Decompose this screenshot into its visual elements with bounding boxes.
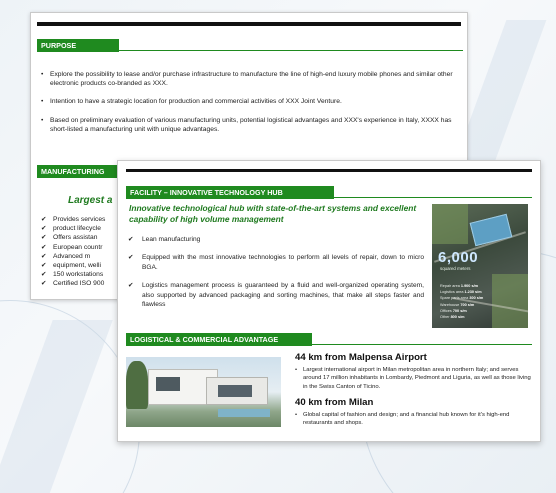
location-bullet: • Global capital of fashion and design; and a financial hub known for it's high-end restaurants and shops. xyxy=(295,411,531,428)
aerial-facility-photo xyxy=(432,204,528,328)
area-stat: Warehouse 700 s/m xyxy=(440,302,475,307)
check-item-continuation: product lifecycle xyxy=(53,225,101,233)
building-exterior-photo xyxy=(126,357,281,427)
facility-rule xyxy=(334,197,532,198)
purpose-bullet: • Explore the possibility to lease and/or purchase infrastructure to manufacture the line of high-end luxury mobile phones and similar other electronic products co-branded as XXX. xyxy=(41,70,461,88)
area-stat: Spare parts area 300 s/m xyxy=(440,296,484,301)
area-unit: squared meters xyxy=(440,266,471,271)
check-item: ✔ 150 workstations xyxy=(41,270,141,279)
facility-subtitle: Innovative technological hub with state-of-the-art systems and excellent capability of high volume management xyxy=(129,203,417,224)
area-stat: Other 800 s/m xyxy=(440,315,465,320)
purpose-bullet: • Based on preliminary evaluation of various manufacturing units, potential logistical advantages and XXX's experience in Italy, XXXX has short-listed a manufacturing unit with unique advantages. xyxy=(41,116,461,134)
check-item: ✔ Logistics management process is guaranteed by a fluid and well-organized operating system, also supported by advanced packaging and sorting machines, that make all steps faster and flawless xyxy=(128,281,424,309)
area-stats xyxy=(440,283,483,320)
location-bullets-milan xyxy=(295,411,531,428)
check-item: ✔ equipment, welli xyxy=(41,261,141,270)
location-heading-milan: 40 km from Milan xyxy=(295,397,374,408)
location-heading-malpensa: 44 km from Malpensa Airport xyxy=(295,352,427,363)
area-stat: Logistics area 1.230 s/m xyxy=(440,290,482,295)
area-value: 6,000 xyxy=(438,249,479,266)
area-stat: Repair area 1.900 s/m xyxy=(440,284,479,288)
facility-heading: FACILITY – INNOVATIVE TECHNOLOGY HUB xyxy=(126,186,334,199)
purpose-rule xyxy=(119,50,463,51)
check-item: ✔ Certified ISO 900 xyxy=(41,279,141,288)
manufacturing-heading: MANUFACTURING xyxy=(37,165,147,178)
logistical-heading: LOGISTICAL & COMMERCIAL ADVANTAGE xyxy=(126,333,312,346)
purpose-bullet: • Intention to have a strategic location for production and commercial activities of XXX Joint Venture. xyxy=(41,97,461,106)
building-shape xyxy=(470,214,513,246)
logistical-rule xyxy=(312,344,532,345)
location-bullet: • Largest international airport in Milan metropolitan area in northern Italy; and serves around 17 million inhabitants in Lombardy, Piedmont and Liguria, as well as those living in the Swiss Canton of Ticino. xyxy=(295,366,531,391)
check-item: ✔ Equipped with the most innovative technologies to perform all levels of repair, down to micro BGA. xyxy=(128,253,424,272)
check-item: ✔ Provides services xyxy=(41,215,141,224)
check-item: ✔ Lean manufacturing xyxy=(128,235,424,244)
purpose-heading: PURPOSE xyxy=(37,39,119,52)
check-item: ✔ Offers assistan xyxy=(41,233,141,242)
area-stat: Offices 700 s/m xyxy=(440,308,467,313)
location-bullets-malpensa xyxy=(295,366,531,391)
top-bar xyxy=(126,169,532,172)
purpose-bullet-list xyxy=(41,70,461,143)
manufacturing-subtitle: Largest a xyxy=(68,195,113,206)
facility-slide xyxy=(117,160,541,442)
check-item: ✔ Advanced m xyxy=(41,252,141,261)
facility-check-list xyxy=(128,235,424,318)
top-bar xyxy=(37,22,461,26)
check-item: ✔ European countr xyxy=(41,243,141,252)
